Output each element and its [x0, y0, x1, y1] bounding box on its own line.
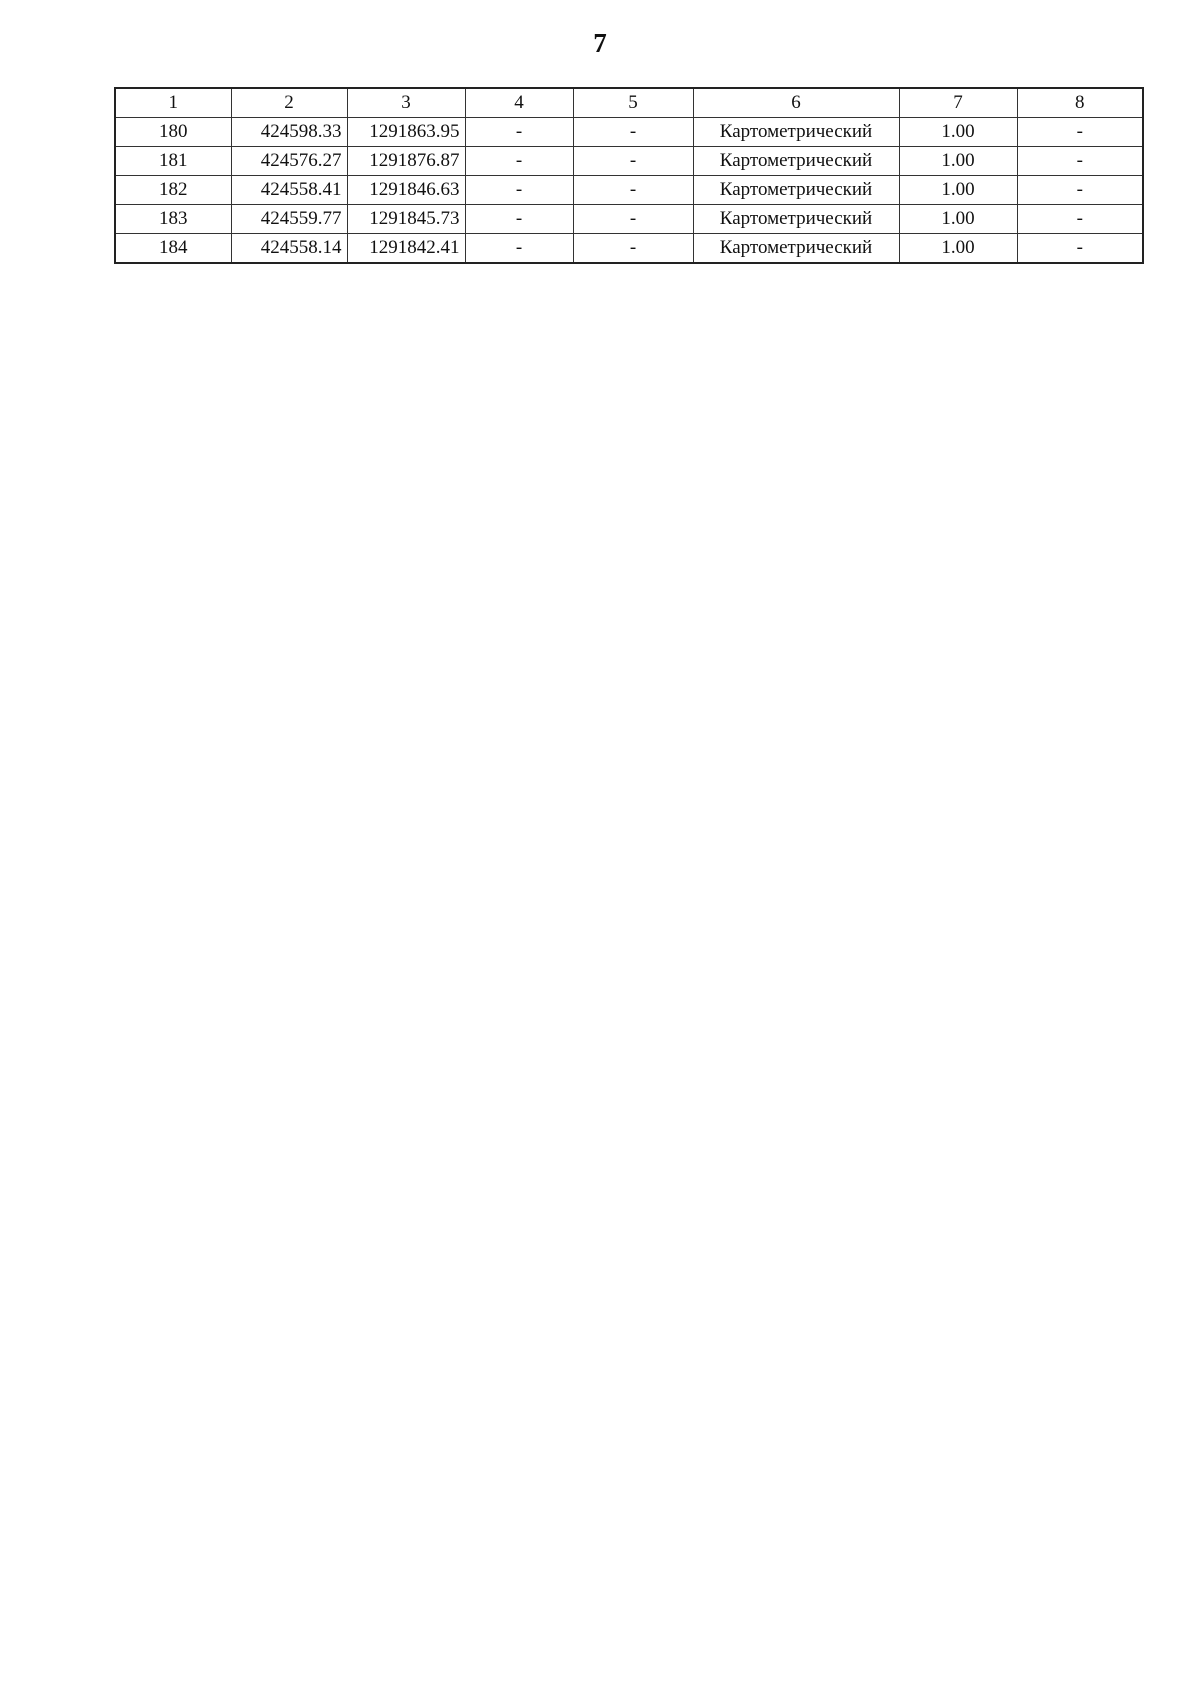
col4-cell: -: [465, 147, 573, 176]
x-coordinate-cell: 424576.27: [231, 147, 347, 176]
column-header: 5: [573, 88, 693, 118]
x-coordinate-cell: 424558.14: [231, 234, 347, 264]
table-row: [115, 234, 1143, 264]
column-header: 2: [231, 88, 347, 118]
table-row: [115, 118, 1143, 147]
col5-cell: -: [573, 118, 693, 147]
column-header: 4: [465, 88, 573, 118]
method-cell: Картометрический: [693, 176, 899, 205]
column-header: 3: [347, 88, 465, 118]
accuracy-cell: 1.00: [899, 118, 1017, 147]
point-number-cell: 184: [115, 234, 231, 264]
col8-cell: -: [1017, 205, 1143, 234]
table-row: [115, 205, 1143, 234]
method-cell: Картометрический: [693, 147, 899, 176]
accuracy-cell: 1.00: [899, 205, 1017, 234]
col4-cell: -: [465, 205, 573, 234]
y-coordinate-cell: 1291842.41: [347, 234, 465, 264]
x-coordinate-cell: 424558.41: [231, 176, 347, 205]
col4-cell: -: [465, 176, 573, 205]
table-row: [115, 147, 1143, 176]
table-row: [115, 176, 1143, 205]
accuracy-cell: 1.00: [899, 234, 1017, 264]
point-number-cell: 182: [115, 176, 231, 205]
column-header: 7: [899, 88, 1017, 118]
y-coordinate-cell: 1291876.87: [347, 147, 465, 176]
col4-cell: -: [465, 118, 573, 147]
col5-cell: -: [573, 176, 693, 205]
coordinates-table: [114, 87, 1144, 264]
point-number-cell: 180: [115, 118, 231, 147]
col5-cell: -: [573, 205, 693, 234]
table-body: [115, 118, 1143, 264]
x-coordinate-cell: 424598.33: [231, 118, 347, 147]
accuracy-cell: 1.00: [899, 176, 1017, 205]
page-number: 7: [593, 28, 607, 58]
x-coordinate-cell: 424559.77: [231, 205, 347, 234]
y-coordinate-cell: 1291845.73: [347, 205, 465, 234]
column-header: 8: [1017, 88, 1143, 118]
y-coordinate-cell: 1291863.95: [347, 118, 465, 147]
column-header: 1: [115, 88, 231, 118]
table-header-row: [115, 88, 1143, 118]
method-cell: Картометрический: [693, 118, 899, 147]
col5-cell: -: [573, 147, 693, 176]
col8-cell: -: [1017, 234, 1143, 264]
col8-cell: -: [1017, 147, 1143, 176]
y-coordinate-cell: 1291846.63: [347, 176, 465, 205]
col8-cell: -: [1017, 176, 1143, 205]
col5-cell: -: [573, 234, 693, 264]
point-number-cell: 183: [115, 205, 231, 234]
method-cell: Картометрический: [693, 234, 899, 264]
method-cell: Картометрический: [693, 205, 899, 234]
column-header: 6: [693, 88, 899, 118]
col4-cell: -: [465, 234, 573, 264]
accuracy-cell: 1.00: [899, 147, 1017, 176]
point-number-cell: 181: [115, 147, 231, 176]
col8-cell: -: [1017, 118, 1143, 147]
